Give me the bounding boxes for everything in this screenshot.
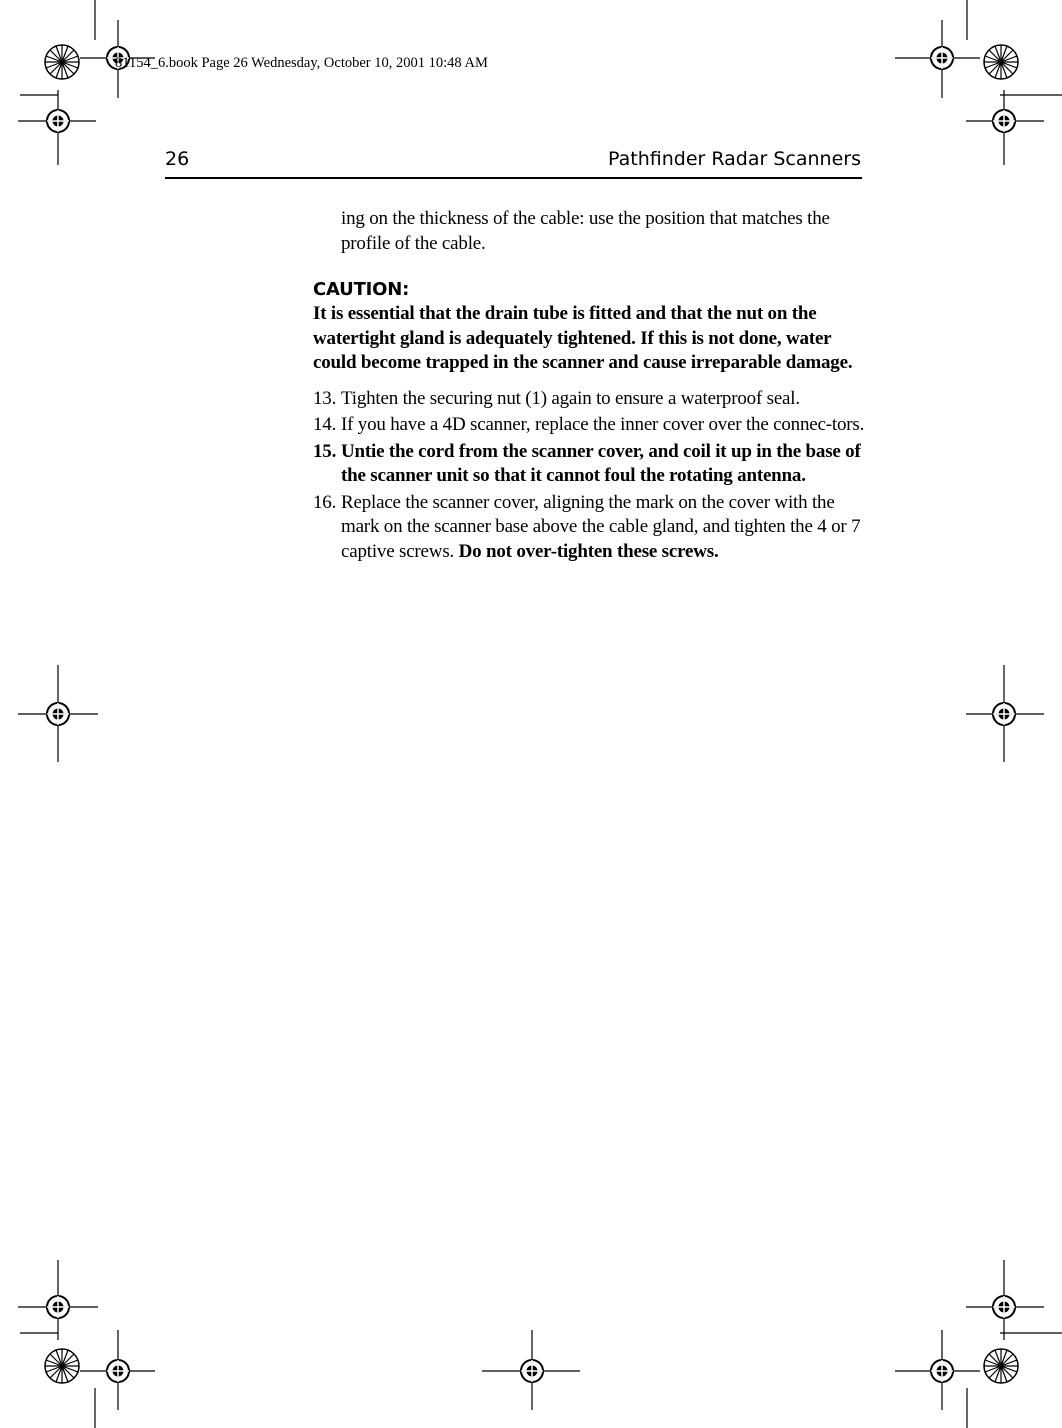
step-item (313, 387, 868, 412)
step-number: 15. (313, 440, 337, 462)
step-text: Untie the cord from the scanner cover, and coil it up in the base of the scanner unit so that it cannot foul the rotating antenna. (341, 440, 861, 486)
step-item (313, 413, 868, 438)
step-item (313, 491, 868, 565)
step-number: 14. (313, 414, 337, 435)
step-text: Replace the scanner cover, aligning the mark on the cover with the mark on the scanner base above the cable gland, and tighten the 4 or 7 captive screws. (341, 491, 861, 562)
page-number: 26 (165, 148, 190, 170)
step-item (313, 440, 868, 489)
page-body (313, 207, 868, 566)
step-number: 16. (313, 491, 337, 513)
running-header-title: Pathfinder Radar Scanners (608, 148, 861, 170)
step-list (313, 387, 868, 565)
step-number: 13. (313, 387, 337, 409)
header-rule (165, 177, 862, 179)
caution-text: It is essential that the drain tube is fitted and that the nut on the watertight gland is adequately tightened. If this is not done, water could become trapped in the scanner and cause irreparable damage. (313, 303, 853, 373)
step-emphasis: Do not over-tighten these screws. (458, 540, 719, 562)
continuation-paragraph: ing on the thickness of the cable: use the position that matches the profile of the cable. (341, 208, 830, 254)
caution-label: CAUTION: (313, 279, 410, 300)
step-text: Tighten the securing nut (1) again to ensure a waterproof seal. (341, 387, 800, 409)
step-text: If you have a 4D scanner, replace the inner cover over the connec-tors. (341, 414, 865, 435)
print-info: 81154_6.book Page 26 Wednesday, October 10, 2001 10:48 AM (115, 55, 488, 71)
